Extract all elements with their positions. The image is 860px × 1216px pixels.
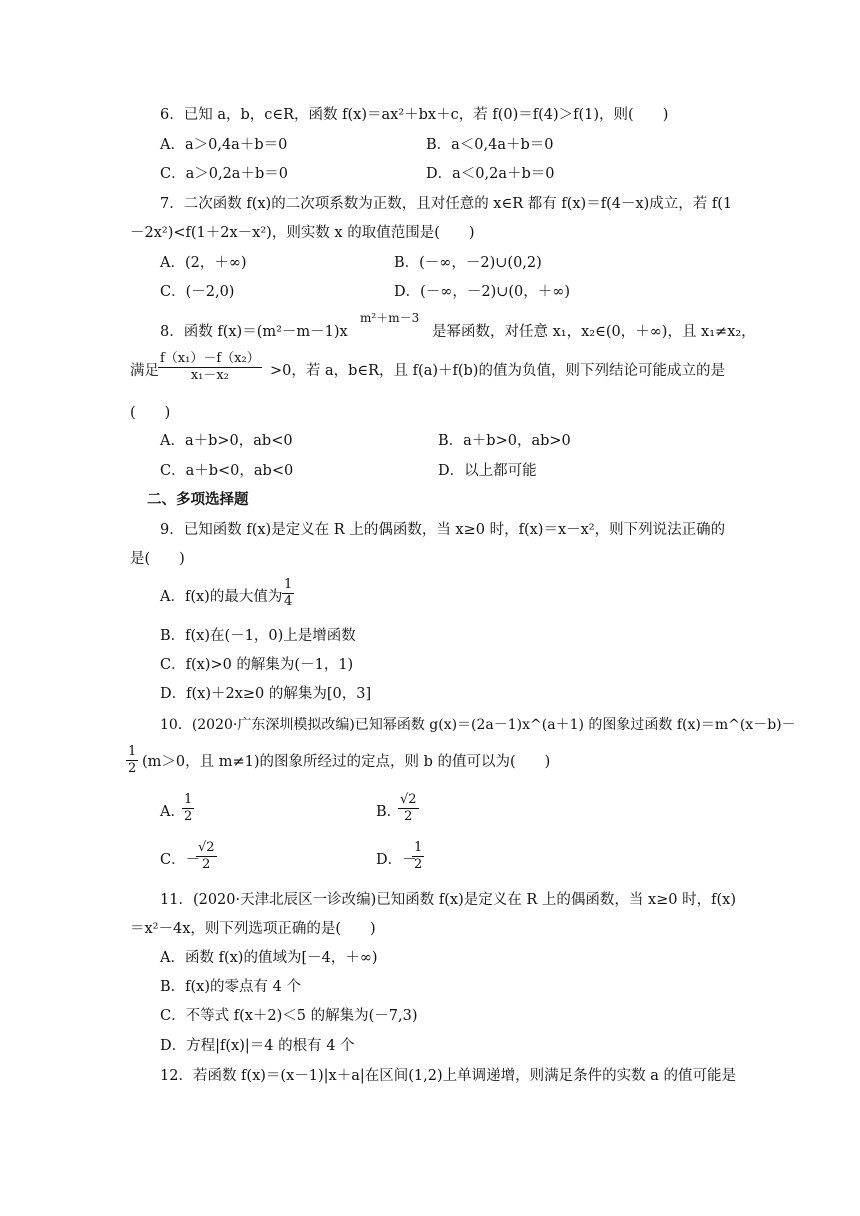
- q9-stem-line1: 9．已知函数 f(x)是定义在 R 上的偶函数，当 x≥0 时，f(x)＝x－x²，则下列说法正确的: [160, 522, 726, 538]
- q8-fraction-numerator: f（x₁）－f（x₂）: [160, 351, 260, 366]
- fraction-numerator: 1: [184, 792, 193, 807]
- q8-fraction-denominator: x₁－x₂: [190, 368, 229, 383]
- q8-stem-line3: ( ): [130, 405, 171, 421]
- q7-option-a: A．(2，＋∞): [160, 255, 247, 271]
- fraction-numerator: 1: [128, 744, 137, 759]
- fraction-numerator: 1: [414, 840, 423, 855]
- q9-stem-line2: 是( ): [130, 551, 185, 567]
- q11-option-d: D．方程|f(x)|＝4 的根有 4 个: [160, 1038, 355, 1054]
- q8-option-b: B．a＋b>0，ab>0: [438, 433, 571, 449]
- q11-option-a: A．函数 f(x)的值域为[－4，＋∞): [160, 950, 378, 966]
- section-heading: 二、多项选择题: [147, 492, 249, 508]
- q8-exponent: m²＋m－3: [360, 311, 420, 325]
- q11-stem-line2: ＝x²－4x，则下列选项正确的是( ): [130, 921, 376, 937]
- q10-option-c-fraction: [196, 840, 217, 873]
- q11-option-b: B．f(x)的零点有 4 个: [160, 979, 301, 995]
- q10-option-a-label: A．: [160, 804, 185, 820]
- fraction-numerator: √2: [198, 840, 215, 855]
- q9-option-d: D．f(x)＋2x≥0 的解集为[0，3]: [160, 686, 372, 702]
- q8-option-a: A．a＋b>0，ab<0: [160, 433, 293, 449]
- q6-option-b: B．a＜0,4a＋b＝0: [426, 137, 554, 153]
- q10-option-b-fraction: [398, 792, 419, 825]
- fraction-denominator: 4: [284, 594, 293, 609]
- q8-stem-line1b: 是幂函数，对任意 x₁，x₂∈(0，＋∞)，且 x₁≠x₂，: [432, 324, 756, 340]
- q10-option-d-fraction: [412, 840, 424, 873]
- q7-stem-line1: 7．二次函数 f(x)的二次项系数为正数，且对任意的 x∈R 都有 f(x)＝f(4－x)成立，若 f(1: [160, 196, 733, 212]
- q8-option-d: D．以上都可能: [438, 463, 537, 479]
- q10-half-fraction: [126, 744, 138, 777]
- q12-stem-line1: 12．若函数 f(x)＝(x－1)|x＋a|在区间(1,2)上单调递增，则满足条件的实数 a 的值可能是: [160, 1068, 736, 1084]
- q10-option-a-fraction: [182, 792, 194, 825]
- q9-option-b: B．f(x)在(－1，0)上是增函数: [160, 628, 356, 644]
- q6-option-c: C．a＞0,2a＋b＝0: [160, 166, 288, 182]
- q8-stem-line2b: >0，若 a，b∈R，且 f(a)＋f(b)的值为负值，则下列结论可能成立的是: [270, 363, 725, 379]
- q11-stem-line1: 11．(2020·天津北辰区一诊改编)已知函数 f(x)是定义在 R 上的偶函数，当 x≥0 时，f(x): [160, 892, 737, 908]
- q8-stem-line1a: 8．函数 f(x)＝(m²－m－1)x: [160, 324, 348, 340]
- q11-option-c: C．不等式 f(x＋2)＜5 的解集为(－7,3): [160, 1008, 418, 1024]
- q10-option-c-label: C．－: [160, 852, 201, 868]
- q9-option-a: A．f(x)的最大值为: [160, 589, 283, 605]
- fraction-denominator: 2: [184, 809, 193, 824]
- q6-option-d: D．a＜0,2a＋b＝0: [426, 166, 555, 182]
- q8-fraction: [158, 351, 262, 384]
- q7-stem-line2: －2x²)<f(1＋2x－x²)，则实数 x 的取值范围是( ): [130, 225, 475, 241]
- fraction-denominator: 2: [202, 857, 211, 872]
- q10-stem-line2: (m＞0，且 m≠1)的图象所经过的定点，则 b 的值可以为( ): [142, 754, 551, 770]
- q8-stem-line2a: 满足: [130, 363, 159, 379]
- fraction-numerator: 1: [284, 577, 293, 592]
- q6-stem: 6．已知 a，b，c∈R，函数 f(x)＝ax²＋bx＋c，若 f(0)＝f(4)＞f(1)，则( ): [160, 107, 669, 123]
- q10-stem-line1: 10．(2020·广东深圳模拟改编)已知幂函数 g(x)＝(2a－1)x^(a＋1) 的图象过函数 f(x)＝m^(x－b)－: [160, 717, 796, 733]
- fraction-denominator: 2: [414, 857, 423, 872]
- q9-option-c: C．f(x)>0 的解集为(－1，1): [160, 657, 354, 673]
- q6-option-a: A．a＞0,4a＋b＝0: [160, 137, 288, 153]
- q7-option-c: C．(－2,0): [160, 284, 235, 300]
- q8-option-c: C．a＋b<0，ab<0: [160, 463, 294, 479]
- fraction-denominator: 2: [128, 761, 137, 776]
- fraction-denominator: 2: [404, 809, 413, 824]
- q9-option-a-fraction: [282, 577, 294, 610]
- fraction-numerator: √2: [400, 792, 417, 807]
- q7-option-d: D．(－∞，－2)∪(0，＋∞): [394, 284, 571, 300]
- q10-option-d-label: D．－: [376, 852, 417, 868]
- q7-option-b: B．(－∞，－2)∪(0,2): [394, 255, 542, 271]
- q10-option-b-label: B．: [376, 804, 402, 820]
